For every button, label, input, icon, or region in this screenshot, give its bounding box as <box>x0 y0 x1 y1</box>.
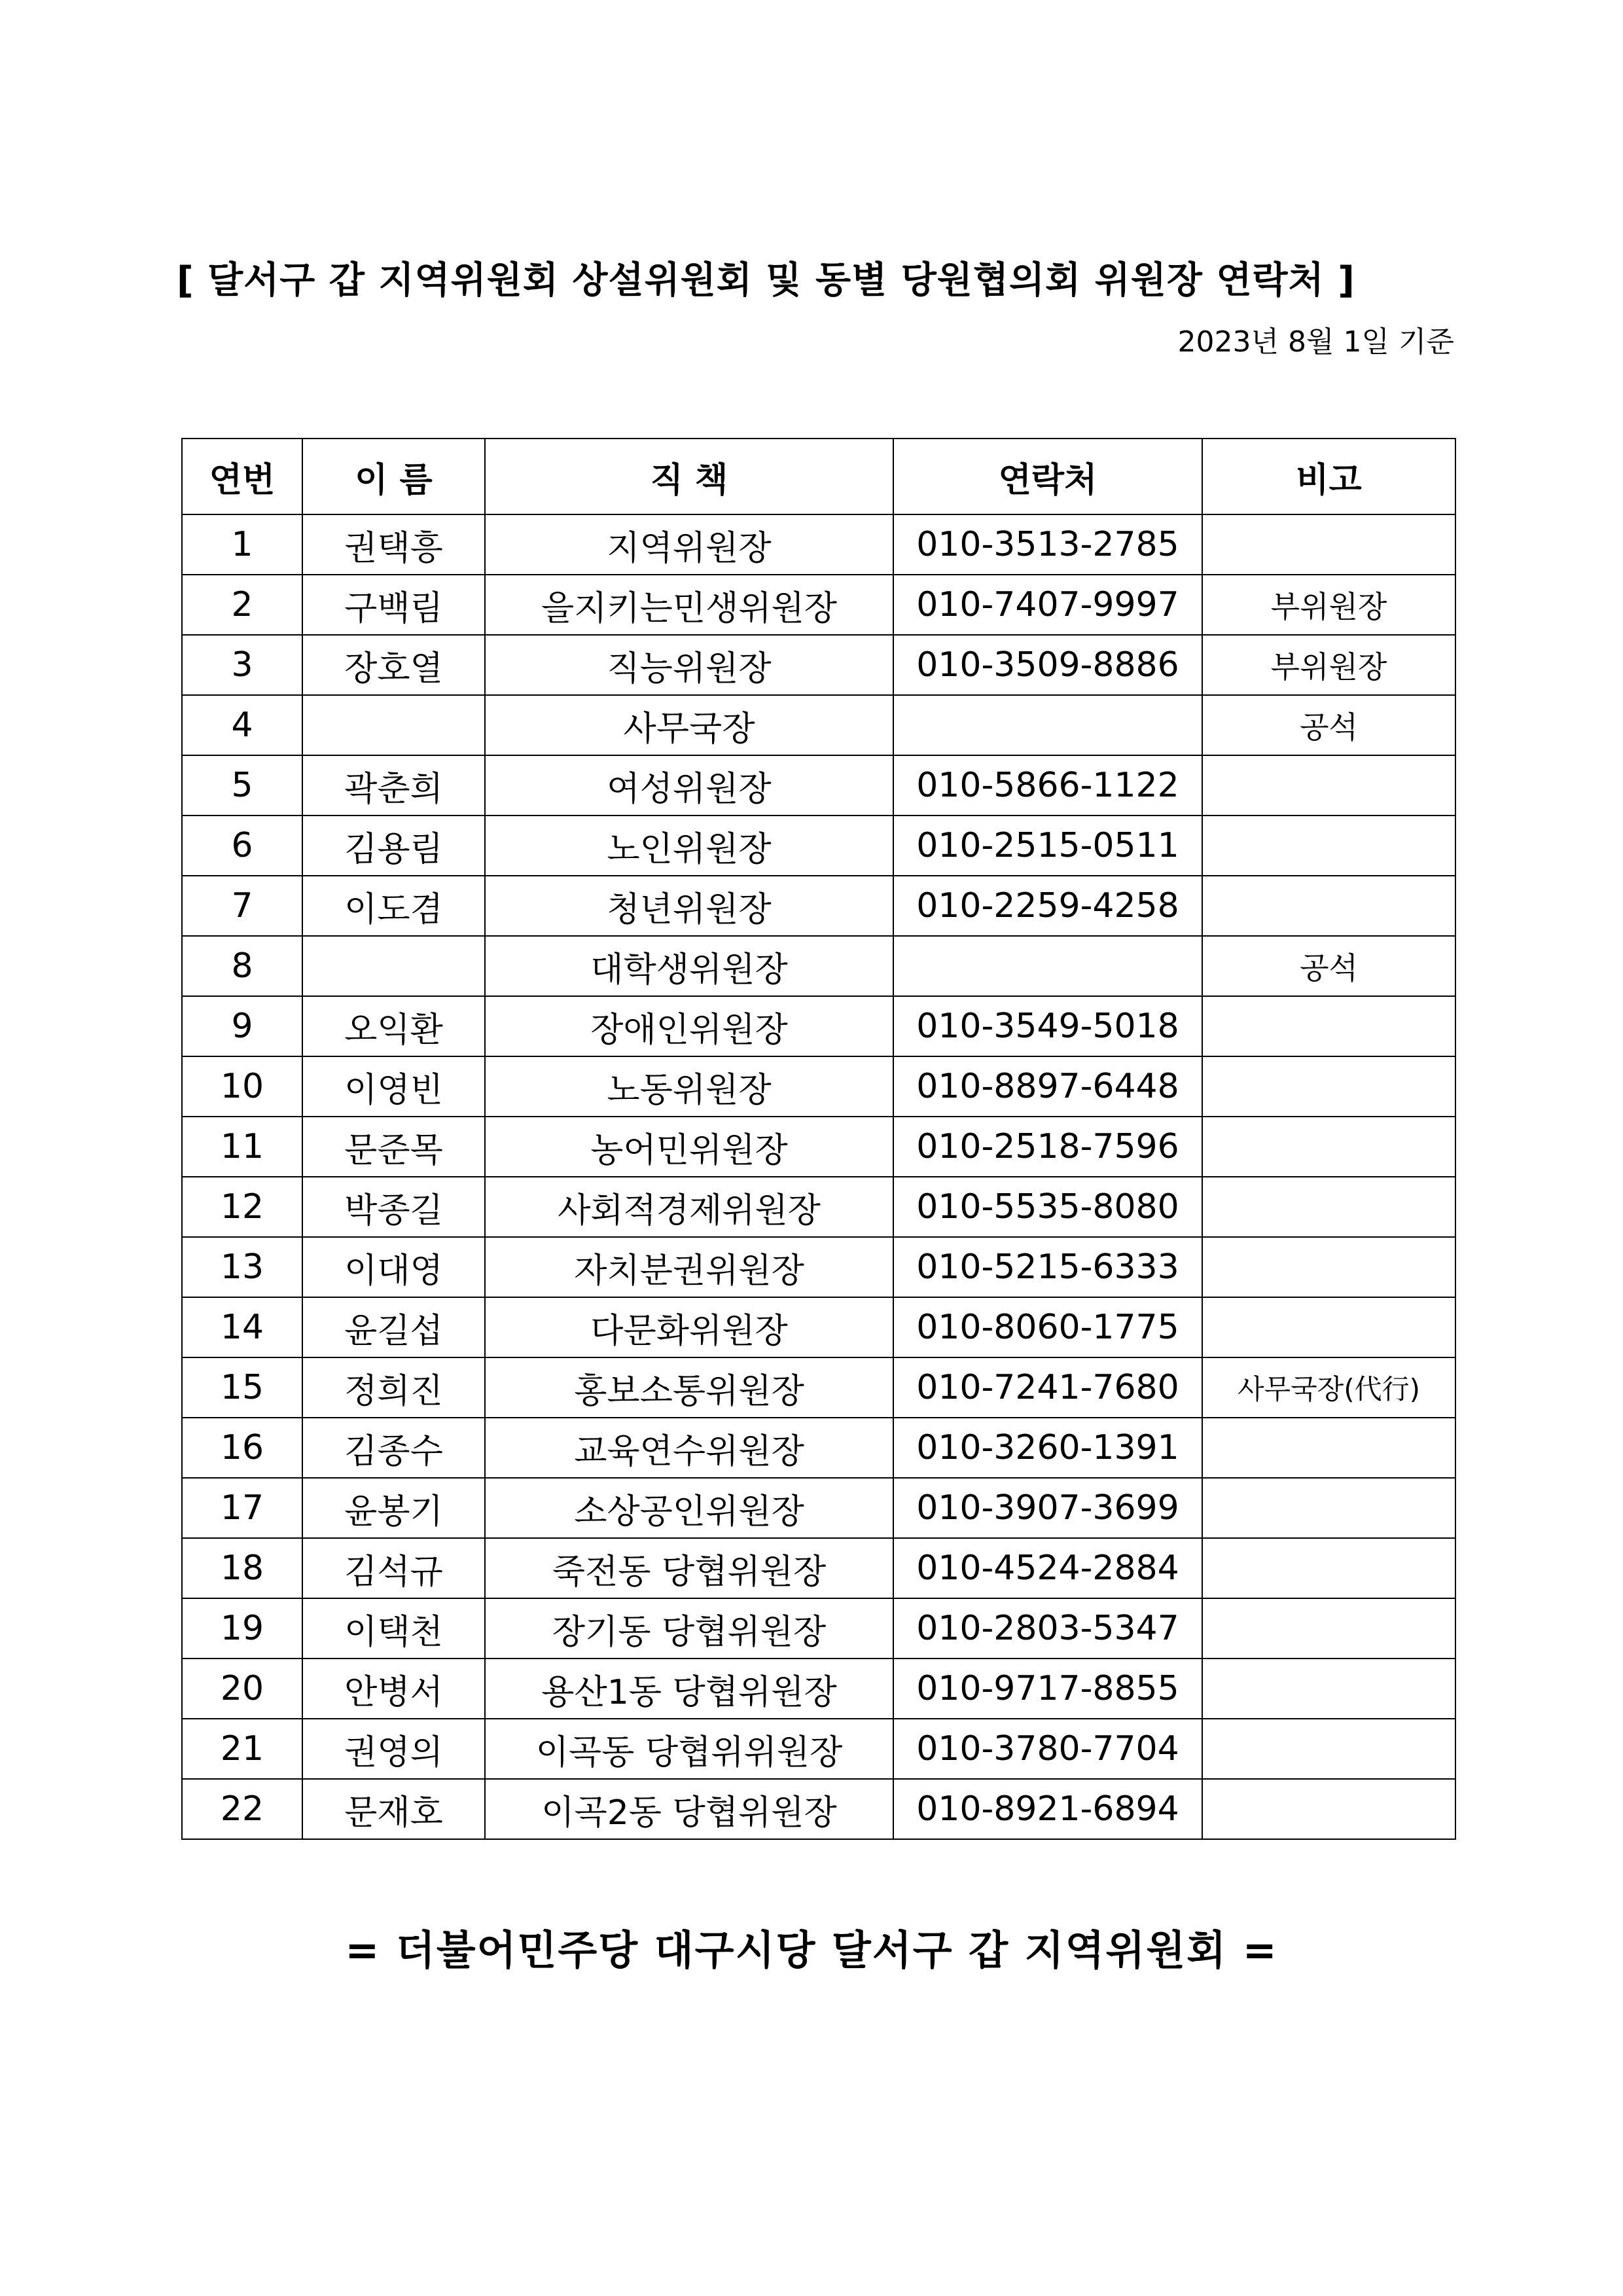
cell-position: 청년위원장 <box>485 876 893 936</box>
cell-position: 노동위원장 <box>485 1056 893 1117</box>
cell-name: 윤봉기 <box>302 1478 485 1538</box>
cell-note <box>1202 1719 1455 1779</box>
table-row <box>182 1659 1455 1719</box>
cell-phone: 010-8897-6448 <box>893 1056 1202 1117</box>
cell-note <box>1202 755 1455 816</box>
table-row <box>182 936 1455 996</box>
cell-number: 18 <box>182 1538 302 1598</box>
contact-table <box>181 438 1456 1840</box>
table-row <box>182 1478 1455 1538</box>
reference-date: 2023년 8월 1일 기준 <box>1177 325 1454 359</box>
cell-phone: 010-3513-2785 <box>893 514 1202 575</box>
table-row <box>182 1297 1455 1357</box>
table-row <box>182 1538 1455 1598</box>
cell-note: 사무국장(代行) <box>1202 1357 1455 1418</box>
cell-position: 장기동 당협위원장 <box>485 1598 893 1659</box>
table-row <box>182 635 1455 695</box>
cell-note <box>1202 1478 1455 1538</box>
cell-name: 권택흥 <box>302 514 485 575</box>
cell-position: 소상공인위원장 <box>485 1478 893 1538</box>
cell-position: 다문화위원장 <box>485 1297 893 1357</box>
table-row <box>182 1056 1455 1117</box>
cell-name: 문준목 <box>302 1117 485 1177</box>
cell-number: 14 <box>182 1297 302 1357</box>
cell-phone: 010-4524-2884 <box>893 1538 1202 1598</box>
cell-note <box>1202 1117 1455 1177</box>
table-row <box>182 755 1455 816</box>
cell-number: 1 <box>182 514 302 575</box>
cell-phone: 010-8921-6894 <box>893 1779 1202 1839</box>
cell-position: 용산1동 당협위원장 <box>485 1659 893 1719</box>
table-row <box>182 816 1455 876</box>
cell-note <box>1202 514 1455 575</box>
cell-note <box>1202 1056 1455 1117</box>
cell-position: 이곡동 당협위위원장 <box>485 1719 893 1779</box>
table-body <box>182 514 1455 1839</box>
cell-number: 20 <box>182 1659 302 1719</box>
cell-number: 13 <box>182 1237 302 1297</box>
cell-position: 장애인위원장 <box>485 996 893 1056</box>
cell-phone: 010-3509-8886 <box>893 635 1202 695</box>
cell-number: 2 <box>182 575 302 635</box>
cell-phone: 010-5215-6333 <box>893 1237 1202 1297</box>
cell-phone: 010-5866-1122 <box>893 755 1202 816</box>
cell-note <box>1202 1779 1455 1839</box>
table-row <box>182 876 1455 936</box>
cell-name: 정희진 <box>302 1357 485 1418</box>
cell-name: 곽춘희 <box>302 755 485 816</box>
table-row <box>182 695 1455 755</box>
cell-phone: 010-5535-8080 <box>893 1177 1202 1237</box>
header-number: 연번 <box>182 439 302 514</box>
cell-note <box>1202 1598 1455 1659</box>
cell-phone <box>893 695 1202 755</box>
cell-name <box>302 936 485 996</box>
cell-phone <box>893 936 1202 996</box>
cell-phone: 010-7241-7680 <box>893 1357 1202 1418</box>
cell-name: 안병서 <box>302 1659 485 1719</box>
cell-name: 김종수 <box>302 1418 485 1478</box>
cell-phone: 010-3549-5018 <box>893 996 1202 1056</box>
cell-name: 김석규 <box>302 1538 485 1598</box>
table-row <box>182 1117 1455 1177</box>
cell-name: 이도겸 <box>302 876 485 936</box>
cell-position: 여성위원장 <box>485 755 893 816</box>
cell-name: 이영빈 <box>302 1056 485 1117</box>
cell-number: 12 <box>182 1177 302 1237</box>
cell-position: 대학생위원장 <box>485 936 893 996</box>
cell-note <box>1202 1297 1455 1357</box>
cell-name: 이택천 <box>302 1598 485 1659</box>
cell-number: 11 <box>182 1117 302 1177</box>
cell-number: 15 <box>182 1357 302 1418</box>
cell-number: 5 <box>182 755 302 816</box>
cell-note <box>1202 1237 1455 1297</box>
cell-phone: 010-9717-8855 <box>893 1659 1202 1719</box>
header-contact: 연락처 <box>893 439 1202 514</box>
table-row <box>182 575 1455 635</box>
cell-phone: 010-3780-7704 <box>893 1719 1202 1779</box>
cell-position: 자치분권위원장 <box>485 1237 893 1297</box>
cell-name: 장호열 <box>302 635 485 695</box>
cell-number: 9 <box>182 996 302 1056</box>
cell-phone: 010-2259-4258 <box>893 876 1202 936</box>
cell-name: 권영의 <box>302 1719 485 1779</box>
cell-note: 공석 <box>1202 936 1455 996</box>
table-row <box>182 1719 1455 1779</box>
cell-position: 죽전동 당협위원장 <box>485 1538 893 1598</box>
cell-position: 이곡2동 당협위원장 <box>485 1779 893 1839</box>
cell-number: 10 <box>182 1056 302 1117</box>
cell-position: 직능위원장 <box>485 635 893 695</box>
cell-phone: 010-3907-3699 <box>893 1478 1202 1538</box>
cell-name: 구백림 <box>302 575 485 635</box>
cell-position: 노인위원장 <box>485 816 893 876</box>
cell-note <box>1202 996 1455 1056</box>
cell-name: 이대영 <box>302 1237 485 1297</box>
cell-number: 6 <box>182 816 302 876</box>
document-title: [ 달서구 갑 지역위원회 상설위원회 및 동별 당원협의회 위원장 연락처 ] <box>177 259 1355 302</box>
cell-position: 사무국장 <box>485 695 893 755</box>
cell-note: 부위원장 <box>1202 635 1455 695</box>
header-note: 비고 <box>1202 439 1455 514</box>
table-row <box>182 1418 1455 1478</box>
table-row <box>182 996 1455 1056</box>
cell-note: 공석 <box>1202 695 1455 755</box>
cell-phone: 010-8060-1775 <box>893 1297 1202 1357</box>
cell-number: 7 <box>182 876 302 936</box>
header-position: 직 책 <box>485 439 893 514</box>
cell-position: 지역위원장 <box>485 514 893 575</box>
organization-footer: = 더불어민주당 대구시당 달서구 갑 지역위원회 = <box>345 1926 1278 1974</box>
cell-number: 21 <box>182 1719 302 1779</box>
header-name: 이 름 <box>302 439 485 514</box>
cell-position: 홍보소통위원장 <box>485 1357 893 1418</box>
cell-name: 박종길 <box>302 1177 485 1237</box>
table-row <box>182 1177 1455 1237</box>
cell-name: 문재호 <box>302 1779 485 1839</box>
cell-position: 사회적경제위원장 <box>485 1177 893 1237</box>
cell-note <box>1202 1177 1455 1237</box>
table-header-row <box>182 439 1455 514</box>
cell-number: 16 <box>182 1418 302 1478</box>
cell-note <box>1202 1538 1455 1598</box>
cell-name <box>302 695 485 755</box>
cell-name: 김용림 <box>302 816 485 876</box>
table-row <box>182 1237 1455 1297</box>
cell-position: 농어민위원장 <box>485 1117 893 1177</box>
cell-number: 22 <box>182 1779 302 1839</box>
cell-number: 3 <box>182 635 302 695</box>
table-row <box>182 514 1455 575</box>
cell-note <box>1202 1418 1455 1478</box>
cell-number: 17 <box>182 1478 302 1538</box>
table-row <box>182 1598 1455 1659</box>
cell-note <box>1202 1659 1455 1719</box>
cell-name: 윤길섭 <box>302 1297 485 1357</box>
cell-note: 부위원장 <box>1202 575 1455 635</box>
cell-note <box>1202 816 1455 876</box>
table-row <box>182 1357 1455 1418</box>
cell-phone: 010-2803-5347 <box>893 1598 1202 1659</box>
cell-phone: 010-2518-7596 <box>893 1117 1202 1177</box>
cell-name: 오익환 <box>302 996 485 1056</box>
cell-number: 19 <box>182 1598 302 1659</box>
cell-number: 8 <box>182 936 302 996</box>
cell-number: 4 <box>182 695 302 755</box>
table-row <box>182 1779 1455 1839</box>
cell-phone: 010-2515-0511 <box>893 816 1202 876</box>
cell-position: 을지키는민생위원장 <box>485 575 893 635</box>
cell-phone: 010-3260-1391 <box>893 1418 1202 1478</box>
cell-position: 교육연수위원장 <box>485 1418 893 1478</box>
cell-note <box>1202 876 1455 936</box>
cell-phone: 010-7407-9997 <box>893 575 1202 635</box>
